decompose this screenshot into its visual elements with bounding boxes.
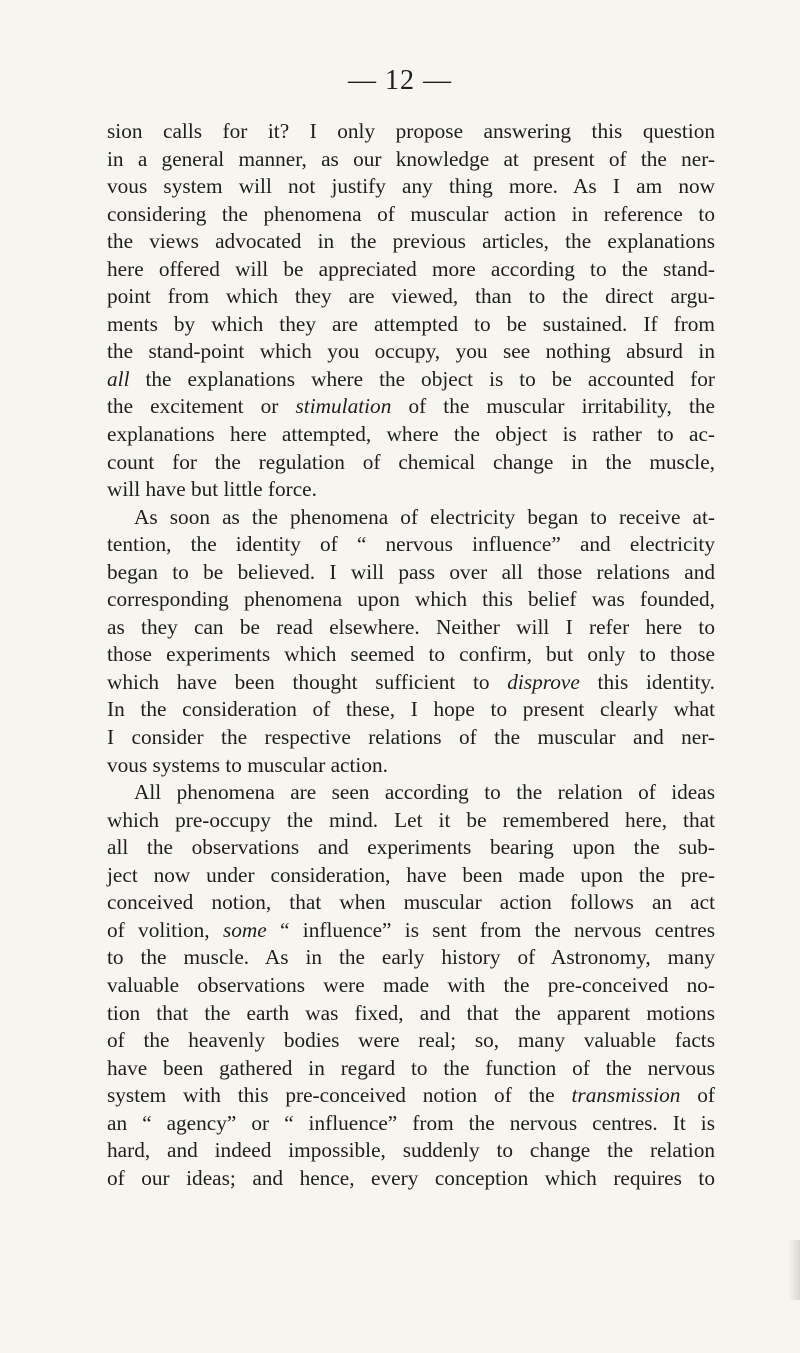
text-line: count for the regulation of chemical change in the muscle,: [107, 449, 715, 474]
text-line: vous systems to muscular action.: [107, 752, 388, 777]
text-line: point from which they are viewed, than to the direct argu-: [107, 284, 715, 309]
text-line: in a general manner, as our knowledge at present of the ner-: [107, 146, 715, 171]
text-line: As soon as the phenomena of electricity began to receive at-: [134, 504, 715, 529]
text-line: which pre-occupy the mind. Let it be remembered here, that: [107, 807, 715, 832]
text-line: all the observations and experiments bearing upon the sub-: [107, 835, 715, 860]
text-line: will have but little force.: [107, 477, 317, 502]
italic-term: some: [222, 917, 267, 942]
italic-term: transmission: [571, 1083, 681, 1108]
text-line: an “ agency” or “ influence” from the nervous centres. It is: [107, 1110, 715, 1135]
text-line: ments by which they are attempted to be sustained. If from: [107, 311, 715, 336]
text-line: the stand-point which you occupy, you see nothing absurd in: [107, 339, 715, 364]
text-line: here offered will be appreciated more according to the stand-: [107, 256, 715, 281]
text-line: I consider the respective relations of the muscular and ner-: [107, 725, 715, 750]
text-line: conceived notion, that when muscular action follows an act: [107, 890, 715, 915]
text-line: of the heavenly bodies were real; so, many valuable facts: [107, 1028, 715, 1053]
text-line: the views advocated in the previous articles, the explanations: [107, 229, 715, 254]
text-line: All phenomena are seen according to the relation of ideas: [134, 780, 715, 805]
text-line: In the consideration of these, I hope to present clearly what: [107, 697, 715, 722]
paragraph-2: [107, 504, 715, 779]
body-text: [107, 118, 715, 1192]
text-line: system with this pre-conceived notion of the transmission of: [107, 1083, 715, 1108]
italic-term: disprove: [507, 669, 580, 694]
text-line: vous system will not justify any thing more. As I am now: [107, 174, 715, 199]
text-line: corresponding phenomena upon which this belief was founded,: [107, 587, 715, 612]
italic-term: all: [107, 366, 130, 391]
text-line: all the explanations where the object is to be accounted for: [107, 366, 715, 391]
text-line: began to be believed. I will pass over all those relations and: [107, 559, 715, 584]
italic-term: stimulation: [295, 394, 392, 419]
text-line: hard, and indeed impossible, suddenly to change the relation: [107, 1138, 715, 1163]
text-line: explanations here attempted, where the object is rather to ac-: [107, 422, 715, 447]
text-line: which have been thought sufficient to disprove this identity.: [107, 669, 715, 694]
text-line: ject now under consideration, have been made upon the pre-: [107, 862, 715, 887]
text-line: as they can be read elsewhere. Neither will I refer here to: [107, 614, 715, 639]
text-line: the excitement or stimulation of the muscular irritability, the: [107, 394, 716, 419]
text-line: of volition, some “ influence” is sent from the nervous centres: [107, 917, 715, 942]
paragraph-3: [107, 779, 715, 1192]
text-line: of our ideas; and hence, every conception which requires to: [107, 1165, 715, 1190]
text-line: valuable observations were made with the pre-conceived no-: [107, 972, 715, 997]
text-line: to the muscle. As in the early history of Astronomy, many: [107, 945, 715, 970]
page-number: — 12 —: [348, 65, 452, 96]
text-line: those experiments which seemed to confirm, but only to those: [107, 642, 715, 667]
page-edge-shadow: [788, 1240, 800, 1300]
text-line: sion calls for it? I only propose answering this question: [107, 119, 715, 143]
text-line: tion that the earth was fixed, and that the apparent motions: [107, 1000, 715, 1025]
text-line: have been gathered in regard to the function of the nervous: [107, 1055, 715, 1080]
text-line: tention, the identity of “ nervous influence” and electricity: [107, 532, 715, 557]
paragraph-1: [107, 118, 715, 504]
text-line: considering the phenomena of muscular action in reference to: [107, 201, 715, 226]
